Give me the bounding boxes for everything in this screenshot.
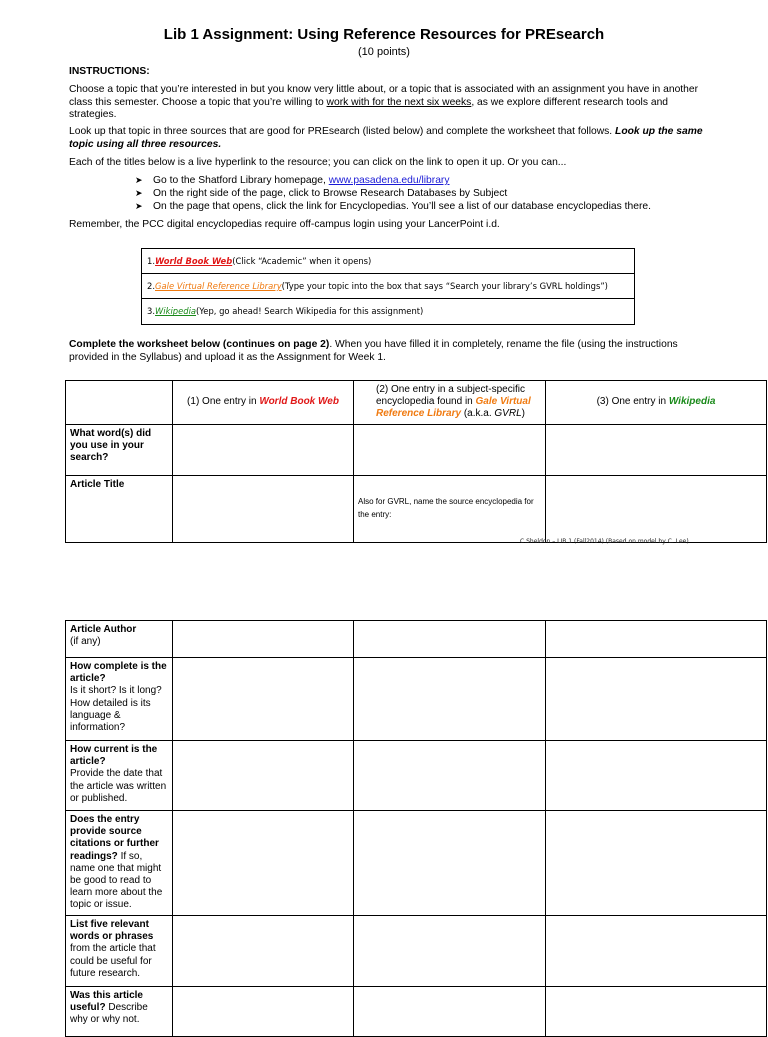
table-row [66,658,767,741]
p2-bold: Look up the same topic using all three resources. [69,126,703,150]
answer-cell[interactable] [546,658,767,741]
row-label-relevant-words [66,916,173,987]
p1-text-b: , as we explore different research tools and strategies. [69,96,669,121]
row-label-citations [66,811,173,916]
answer-cell[interactable] [354,658,546,741]
bullet-item [135,188,735,201]
answer-cell[interactable] [546,475,767,542]
answer-cell[interactable] [546,741,767,811]
world-book-web-link[interactable]: World Book Web [155,255,233,266]
library-homepage-link[interactable]: www.pasadena.edu/library [328,175,450,186]
answer-cell[interactable] [546,987,767,1037]
answer-cell[interactable] [354,424,546,475]
complete-bold: Complete the worksheet below (continues on page 2) [69,339,330,350]
world-book-web-label: World Book Web [259,396,339,408]
table-row [66,475,767,542]
worksheet-header-row [66,381,767,425]
row-label-article-title: Article Title [66,475,173,542]
p2-text: Look up that topic in three sources that are good for PREsearch (listed below) and complete the worksheet that follows. [69,126,616,137]
table-row [66,621,767,658]
row-label-text: If so, name one that might be good to read to learn more about the topic or issue. [70,850,163,911]
complete-instructions [69,339,709,364]
answer-cell[interactable] [354,987,546,1037]
wikipedia-label: Wikipedia [668,396,716,408]
answer-cell[interactable] [173,741,354,811]
p1-underlined: work with for the next six weeks [326,96,472,108]
resource-list-box [141,248,635,325]
row-label-bold: Article Author [70,624,137,635]
arrow-bullet-icon: ➤ [135,201,143,211]
answer-cell[interactable] [173,424,354,475]
page-title: Lib 1 Assignment: Using Reference Resources for PREsearch [163,26,605,43]
row-label-bold: How current is the article? [70,744,158,768]
resource-number: 2. [147,280,155,291]
answer-cell[interactable] [173,811,354,916]
table-row [66,987,767,1037]
gvrl-label: Gale Virtual Reference Library [376,396,531,420]
column-header-world-book [173,381,354,425]
gvrl-link[interactable]: Gale Virtual Reference Library [155,280,282,291]
answer-cell[interactable] [546,621,767,658]
p1-text-a: Choose a topic that you’re interested in but you know very little about, or a topic that is associated with an assignment you have in another class this semester. Choose a topic that you’re willing to [69,84,699,108]
table-row [66,424,767,475]
row-label-text: Is it short? Is it long? How detailed is its language & information? [70,685,162,733]
resource-number: 3. [147,306,155,317]
column-header-gvrl [354,381,546,425]
table-row [66,741,767,811]
header-text: (2) One entry in a subject-specific encyclopedia found in [376,384,525,408]
table-row [66,916,767,987]
answer-cell[interactable] [173,658,354,741]
row-label-text: Describe why or why not. [70,1002,148,1026]
answer-cell[interactable] [354,811,546,916]
answer-cell[interactable] [546,811,767,916]
answer-cell[interactable] [354,916,546,987]
answer-cell[interactable] [173,987,354,1037]
points-subtitle: (10 points) [358,46,410,58]
header-text: (3) One entry in [596,396,669,408]
row-label-text: from the article that could be useful for future research. [70,943,156,979]
row-label-text: (if any) [70,636,101,648]
row-label-bold: Was this article useful? [70,990,143,1014]
answer-cell[interactable] [546,424,767,475]
row-label-bold: List five relevant words or phrases [70,919,154,943]
row-label-text: Provide the date that the article was written or published. [70,768,167,804]
row-label-search-words: What word(s) did you use in your search? [66,424,173,475]
empty-header-cell [66,381,173,425]
header-text: (a.k.a. [461,408,495,420]
answer-cell[interactable] [173,916,354,987]
instructions-paragraph-1 [69,84,709,122]
bullet-text: Go to the Shatford Library homepage, [153,175,329,186]
answer-cell[interactable] [173,621,354,658]
bullet-item [135,201,735,214]
arrow-bullet-icon: ➤ [135,188,143,198]
row-label-usefulness [66,987,173,1037]
worksheet-table-page-2 [65,620,767,1037]
resource-item-world-book [142,249,634,274]
row-label-bold: How complete is the article? [70,661,167,685]
page-footer: C.Sheldon – LIB 1 (Fall2014) (Based on model by C. Lee) [520,538,689,545]
resource-item-gvrl [142,274,634,299]
answer-cell[interactable] [354,741,546,811]
row-label-article-author [66,621,173,658]
answer-cell[interactable] [354,621,546,658]
header-text: ) [521,408,525,420]
row-label-currency [66,741,173,811]
wikipedia-link[interactable]: Wikipedia [155,306,197,317]
instructions-paragraph-3: Each of the titles below is a live hyperlink to the resource; you can click on the link to open it up. Or you can... [69,157,567,168]
instructions-heading: INSTRUCTIONS: [69,66,150,77]
bullet-text: On the right side of the page, click to Browse Research Databases by Subject [153,188,508,199]
resource-note: (Yep, go ahead! Search Wikipedia for this assignment) [196,306,424,317]
row-label-completeness [66,658,173,741]
resource-note: (Click “Academic” when it opens) [232,255,372,266]
bullet-item [135,175,735,188]
header-text: (1) One entry in [187,396,260,408]
table-row [66,811,767,916]
instructions-paragraph-2 [69,126,709,151]
resource-item-wikipedia [142,299,634,324]
gvrl-source-note: Also for GVRL, name the source encyclopedia for the entry: [358,497,534,519]
row-label-bold: Does the entry provide source citations or further readings? [70,814,159,862]
resource-number: 1. [147,255,155,266]
resource-note: (Type your topic into the box that says “Search your library’s GVRL holdings”) [281,280,608,291]
gvrl-abbrev: GVRL [494,408,522,420]
answer-cell[interactable] [546,916,767,987]
bullet-text: On the page that opens, click the link for Encyclopedias. You’ll see a list of our database encyclopedias there. [153,201,651,212]
column-header-wikipedia [546,381,767,425]
answer-cell[interactable] [354,475,546,542]
worksheet-table [65,380,767,543]
remember-note: Remember, the PCC digital encyclopedias require off-campus login using your LancerPoint i.d. [69,219,500,230]
bullet-list [135,175,735,214]
answer-cell[interactable] [173,475,354,542]
arrow-bullet-icon: ➤ [135,175,143,185]
complete-rest: . When you have filled it in completely, rename the file (using the instructions provided in the Syllabus) and upload it as the Assignment for Week 1. [69,339,678,363]
